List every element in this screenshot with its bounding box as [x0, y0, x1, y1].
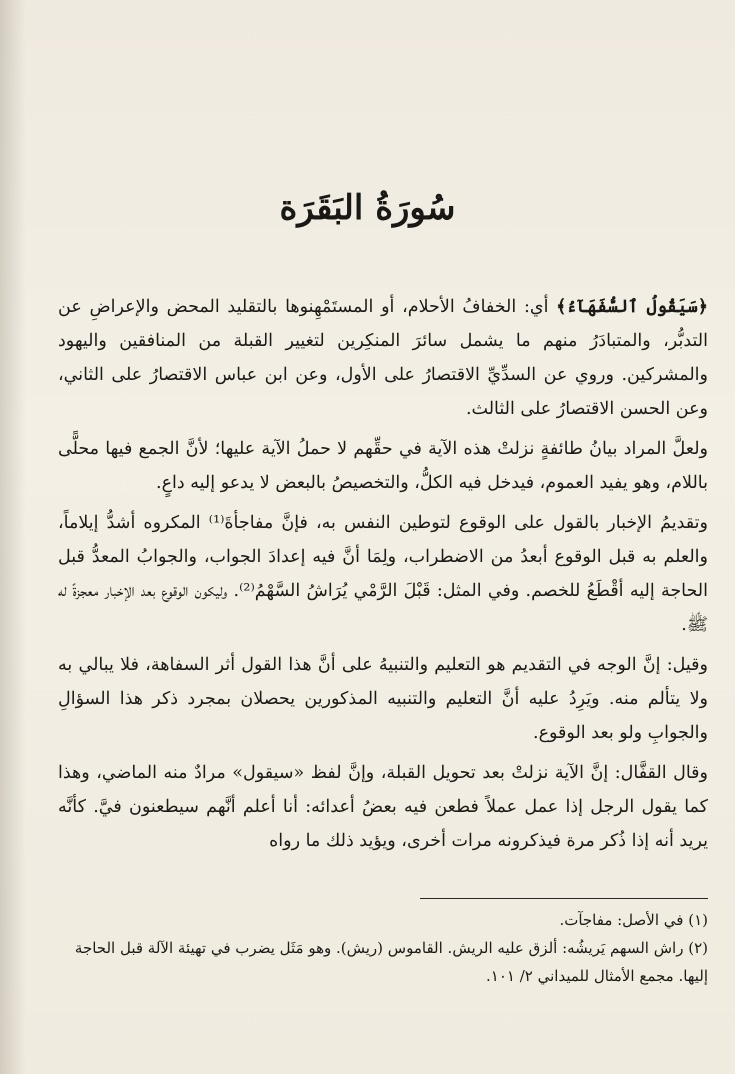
paragraph-text: أي: الخفافُ الأحلام، أو المستَمْهِنوها بالتقليد المحض والإعراضِ عن التدبُّر، والمتبادَرُ منهم ما يشمل سائرَ المنكِرين لتغيير القبلة من المنافقين واليهود والمشركين. وروي عن السدِّيِّ الاقتصارُ على الأول، وعن ابن عباس الاقتصارُ على الثاني، وعن الحسن الاقتصارُ على الثالث. [58, 297, 708, 419]
main-text [58, 290, 708, 864]
quran-quote: ﴿سَيَقُولُ ٱلسُّفَهَآءُ﴾ [556, 297, 708, 317]
surah-title: سُورَةُ البَقَرَة [279, 188, 456, 228]
paragraph-5 [58, 756, 708, 858]
paragraph-text: ولعلَّ المراد بيانُ طائفةٍ نزلتْ هذه الآية في حقِّهم لا حملُ الآية عليها؛ لأنَّ الجمع فيها محلًّى باللام، وهو يفيد العموم، فيدخل فيه الكلُّ، والتخصيصُ بالبعض لا يدعو إليه داعٍ. [58, 439, 708, 493]
paragraph-1 [58, 290, 708, 426]
footnote-divider [420, 898, 708, 899]
paragraph-text: وقال القفَّال: إنَّ الآية نزلتْ بعد تحويل القبلة، وإنَّ لفظ «سيقول» مرادٌ منه الماضي، وهذا كما يقول الرجل إذا عمل عملاً فطعن فيه بعضُ أعدائه: أنا أعلم أنَّهم سيطعنون فيَّ. كأنَّه يريد أنه إذا ذُكر مرة فيذكرونه مرات أخرى، ويؤيد ذلك ما رواه [58, 763, 708, 851]
paragraph-text: وقيل: إنَّ الوجه في التقديم هو التعليم والتنبيهُ على أنَّ هذا القول أثر السفاهة، فلا يبالي به ولا يتألم منه. ويَرِدُ عليه أنَّ التعليم والتنبيه المذكورين يحصلان بمجرد ذكر هذا السؤالِ والجوابِ ولو بعد الوقوع. [58, 655, 708, 743]
footnote-2: (٢) راش السهم يَريشُه: ألزق عليه الريش. القاموس (ريش). وهو مَثَل يضرب في تهيئة الآلة قبل الحاجة إليها. مجمع الأمثال للميداني ٢/ ١٠١. [74, 939, 708, 985]
paragraph-3 [58, 506, 708, 642]
paragraph-4 [58, 648, 708, 750]
paragraph-text: وتقديمُ الإخبار بالقول على الوقوع لتوطين النفس به، فإنَّ مفاجأةَ⁽¹⁾ المكروه أشدُّ إيلاماً، والعلم به قبل الوقوع أبعدُ من الاضطراب، ولِمَا أنَّ فيه إعدادَ الجواب، والجوابُ المعدُّ قبل الحاجة إليه أقْطَعُ للخصم. وفي المثل: قَبْلَ الرَّمْي يُرَاشُ السَّهْمُ⁽²⁾. وليكون الوقوع بعد الإخبار معجزةً له ﷺ. [58, 513, 708, 635]
footnotes [58, 906, 708, 990]
footnote-1: (١) في الأصل: مفاجآت. [559, 911, 708, 929]
page-binding-shadow [0, 0, 26, 1074]
paragraph-2 [58, 432, 708, 500]
